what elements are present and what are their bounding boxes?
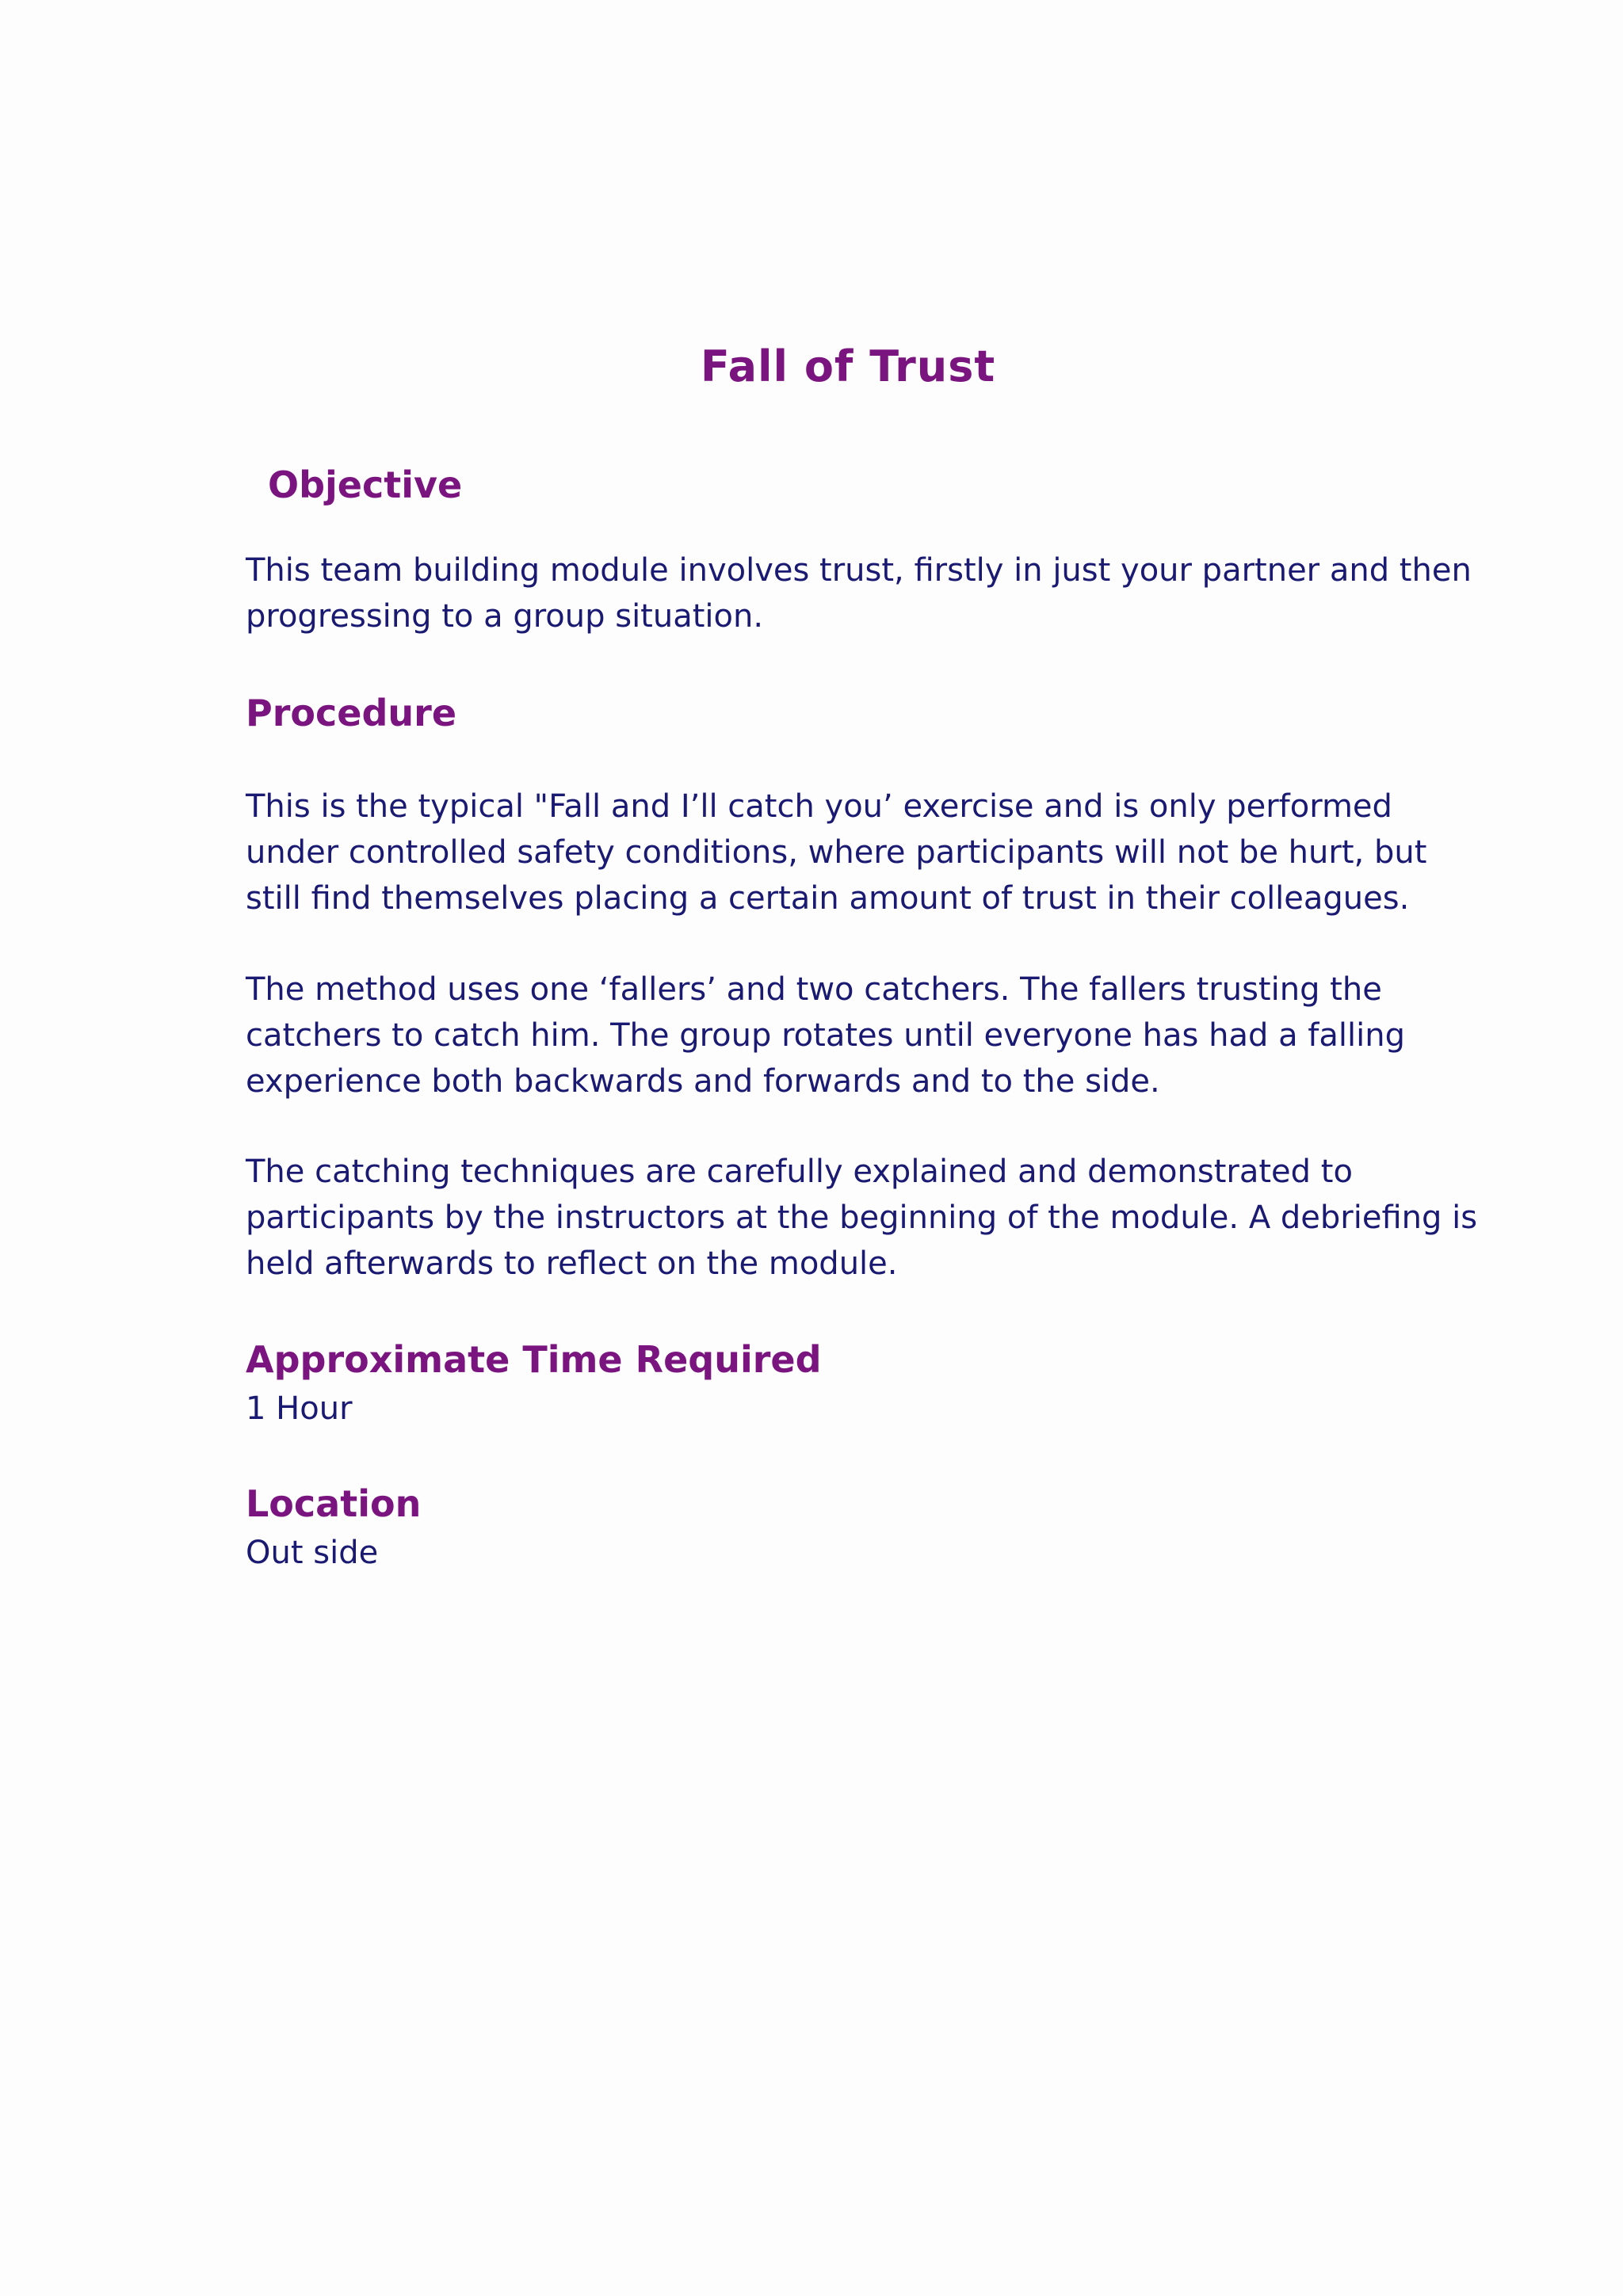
procedure-paragraph-2 [246, 967, 1405, 1104]
page-title: Fall of Trust [700, 341, 996, 391]
time-heading: Approximate Time Required [246, 1338, 822, 1381]
procedure-line: under controlled safety conditions, where participants will not be hurt, but [246, 834, 1427, 871]
procedure-line: The method uses one ‘fallers’ and two catchers. The fallers trusting the [246, 971, 1382, 1008]
location-value: Out side [246, 1535, 379, 1571]
objective-line: progressing to a group situation. [246, 598, 764, 635]
procedure-heading: Procedure [246, 692, 457, 734]
procedure-line: experience both backwards and forwards and to the side. [246, 1063, 1160, 1100]
procedure-line: participants by the instructors at the beginning of the module. A debriefing is [246, 1199, 1478, 1236]
procedure-line: This is the typical "Fall and I’ll catch you’ exercise and is only performed [246, 788, 1392, 825]
objective-line: This team building module involves trust, firstly in just your partner and then [246, 552, 1472, 589]
time-value: 1 Hour [246, 1390, 353, 1427]
procedure-line: held afterwards to reflect on the module. [246, 1245, 898, 1282]
objective-text [246, 547, 1472, 639]
procedure-paragraph-3 [246, 1149, 1477, 1287]
procedure-line: catchers to catch him. The group rotates until everyone has had a falling [246, 1017, 1405, 1054]
objective-heading: Objective [268, 463, 463, 506]
procedure-paragraph-1 [246, 784, 1426, 921]
location-heading: Location [246, 1482, 422, 1525]
procedure-line: still find themselves placing a certain amount of trust in their colleagues. [246, 880, 1410, 917]
procedure-line: The catching techniques are carefully explained and demonstrated to [246, 1154, 1353, 1190]
